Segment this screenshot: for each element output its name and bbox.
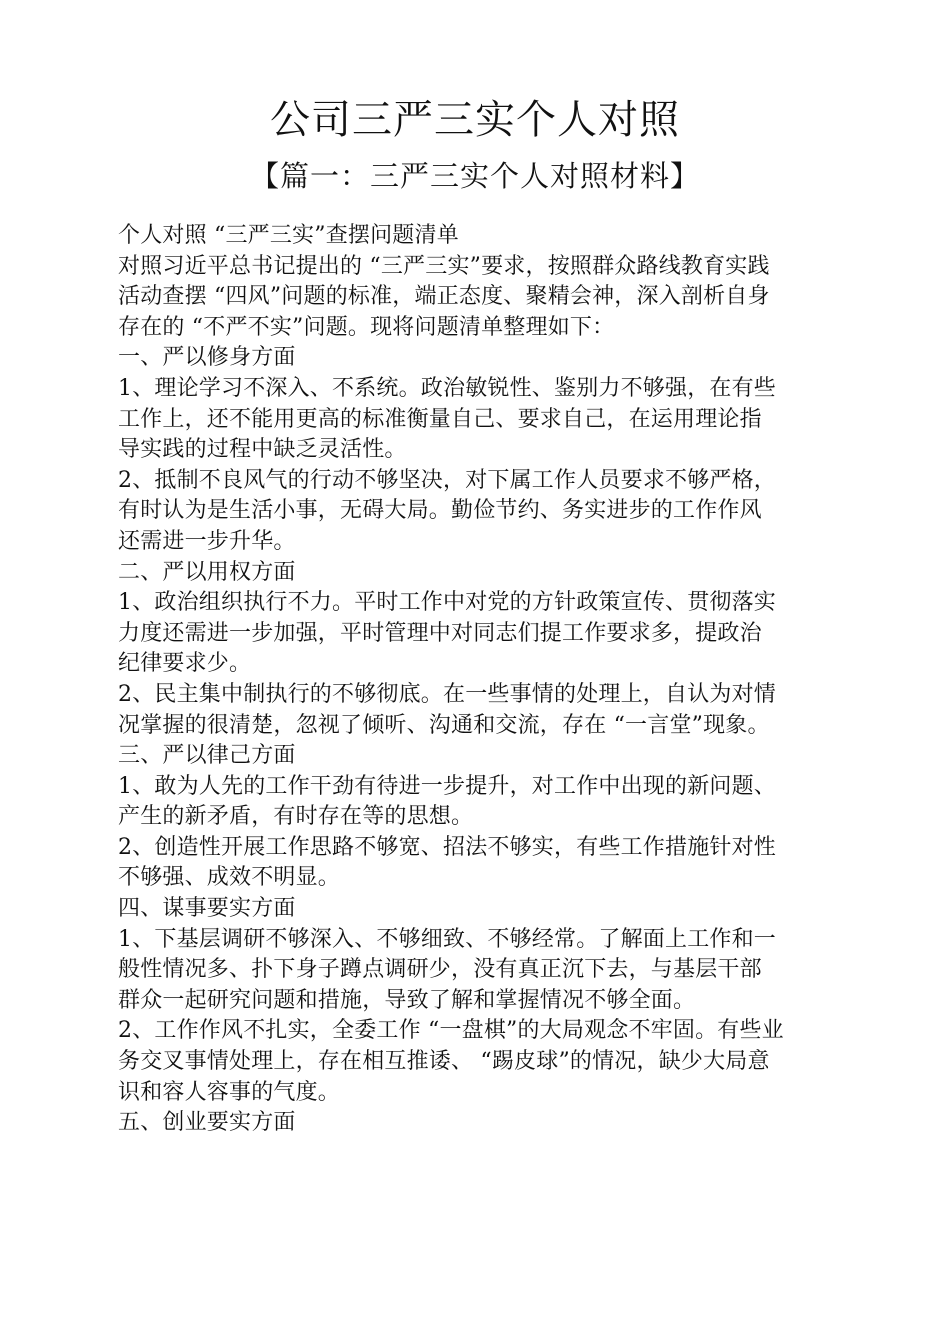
body-line: 1、政治组织执行不力。平时工作中对党的方针政策宣传、贯彻落实 — [118, 590, 776, 616]
body-line: 一、严以修身方面 — [118, 345, 296, 371]
body-line: 2、工作作风不扎实，全委工作 “一盘棋”的大局观念不牢固。有些业 — [118, 1018, 784, 1044]
body-line: 2、创造性开展工作思路不够宽、招法不够实，有些工作措施针对性 — [118, 834, 776, 860]
body-line: 况掌握的很清楚，忽视了倾听、沟通和交流，存在 “一言堂”现象。 — [118, 712, 770, 738]
document-body — [118, 221, 838, 1139]
body-line: 群众一起研究问题和措施，导致了解和掌握情况不够全面。 — [118, 987, 696, 1013]
body-line: 活动查摆 “四风”问题的标准，端正态度、聚精会神，深入剖析自身 — [118, 284, 770, 310]
body-line: 五、创业要实方面 — [118, 1110, 296, 1136]
body-line: 个人对照 “三严三实”查摆问题清单 — [118, 223, 459, 248]
body-line: 产生的新矛盾，有时存在等的思想。 — [118, 804, 474, 830]
body-line: 纪律要求少。 — [118, 651, 252, 677]
body-line: 对照习近平总书记提出的 “三严三实”要求，按照群众路线教育实践 — [118, 253, 770, 279]
body-line: 工作上，还不能用更高的标准衡量自己、要求自己，在运用理论指 — [118, 406, 762, 432]
body-line: 力度还需进一步加强，平时管理中对同志们提工作要求多，提政治 — [118, 620, 762, 646]
body-line: 不够强、成效不明显。 — [118, 865, 341, 891]
body-line: 三、严以律己方面 — [118, 743, 296, 769]
body-line: 般性情况多、扑下身子蹲点调研少，没有真正沉下去，与基层干部 — [118, 957, 762, 983]
body-line: 导实践的过程中缺乏灵活性。 — [118, 437, 407, 463]
body-line: 四、谋事要实方面 — [118, 896, 296, 922]
document-subtitle: 【篇一：三严三实个人对照材料】 — [249, 159, 700, 193]
body-line: 2、抵制不良风气的行动不够坚决，对下属工作人员要求不够严格， — [118, 467, 776, 493]
body-line: 有时认为是生活小事，无碍大局。勤俭节约、务实进步的工作作风 — [118, 498, 762, 524]
body-line: 二、严以用权方面 — [118, 559, 296, 585]
body-line: 2、民主集中制执行的不够彻底。在一些事情的处理上，自认为对情 — [118, 681, 776, 707]
body-line: 1、敢为人先的工作干劲有待进一步提升，对工作中出现的新问题、 — [118, 773, 776, 799]
body-line: 存在的 “不严不实”问题。现将问题清单整理如下： — [118, 314, 615, 340]
body-line: 还需进一步升华。 — [118, 528, 296, 554]
body-line: 识和容人容事的气度。 — [118, 1079, 341, 1105]
body-line: 1、理论学习不深入、不系统。政治敏锐性、鉴别力不够强，在有些 — [118, 375, 776, 401]
body-line: 务交叉事情处理上，存在相互推诿、 “踢皮球”的情况，缺少大局意 — [118, 1049, 770, 1075]
body-line: 1、下基层调研不够深入、不够细致、不够经常。了解面上工作和一 — [118, 926, 776, 952]
document-title: 公司三严三实个人对照 — [270, 97, 680, 143]
